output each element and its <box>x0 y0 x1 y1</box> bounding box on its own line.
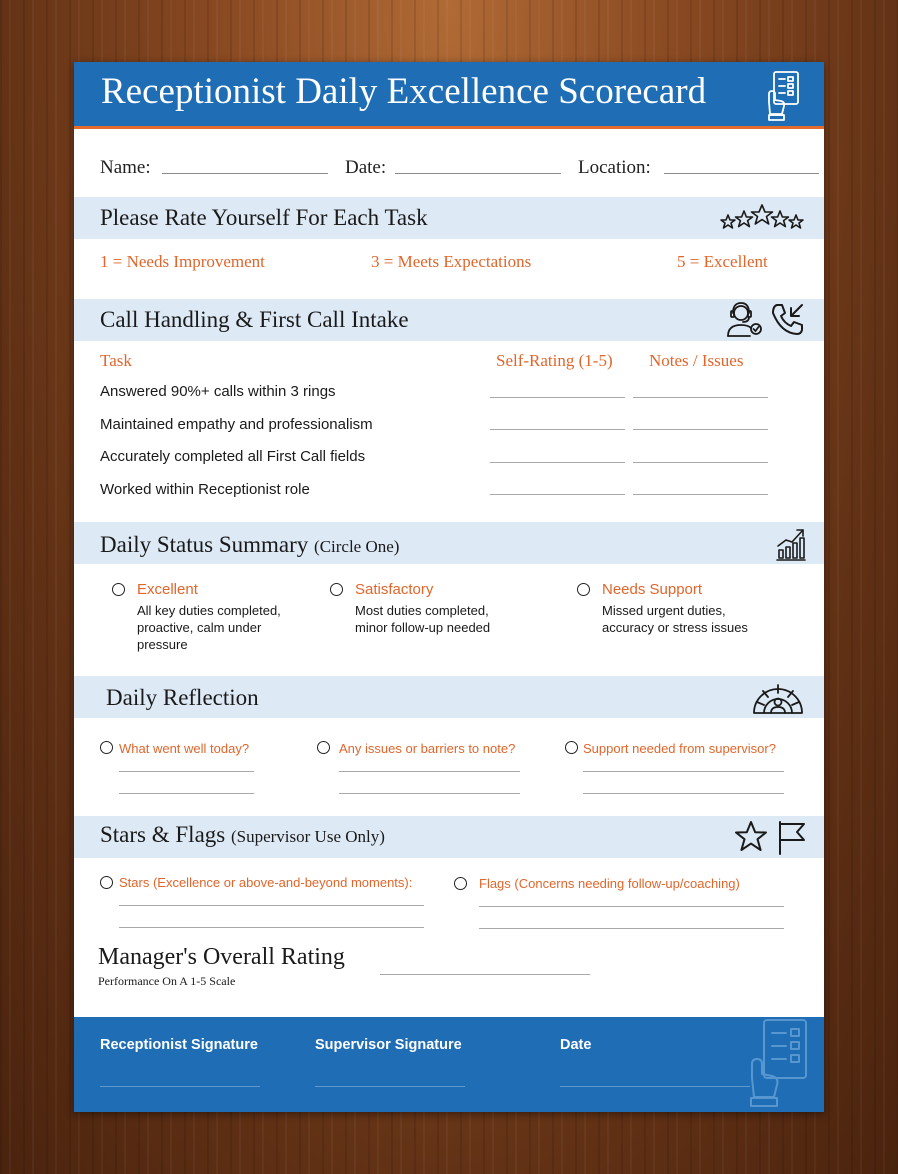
reflection-issues-label: Any issues or barriers to note? <box>339 741 516 756</box>
signature-footer <box>74 1017 824 1112</box>
manager-rating-title: Manager's Overall Rating <box>98 944 345 970</box>
reflection-issues-line-2[interactable] <box>339 793 520 794</box>
scorecard-clipboard-icon <box>764 68 804 127</box>
status-option-satisfactory-title: Satisfactory <box>355 581 434 598</box>
reflection-support-line-2[interactable] <box>583 793 784 794</box>
scorecard-watermark-icon <box>744 1018 814 1112</box>
flag-icon <box>777 820 807 861</box>
location-label: Location: <box>578 157 651 178</box>
reflection-issues-line-1[interactable] <box>339 771 520 772</box>
task-row-1: Answered 90%+ calls within 3 rings <box>100 383 336 400</box>
status-option-satisfactory-radio[interactable] <box>330 583 343 596</box>
status-option-excellent-title: Excellent <box>137 581 198 598</box>
self-rating-field-3[interactable] <box>490 462 625 463</box>
receptionist-signature-field[interactable] <box>100 1086 260 1087</box>
stars-icon <box>720 203 804 238</box>
manager-rating-field[interactable] <box>380 974 590 975</box>
call-section-title: Call Handling & First Call Intake <box>100 307 409 332</box>
date-field[interactable] <box>395 173 561 174</box>
signature-date-field[interactable] <box>560 1086 750 1087</box>
supervisor-signature-field[interactable] <box>315 1086 465 1087</box>
status-option-needs-support-radio[interactable] <box>577 583 590 596</box>
name-label: Name: <box>100 157 151 178</box>
self-rating-field-1[interactable] <box>490 397 625 398</box>
status-section-title: Daily Status Summary <box>100 532 309 557</box>
name-field[interactable] <box>162 173 328 174</box>
rate-section-title: Please Rate Yourself For Each Task <box>100 205 428 230</box>
star-outline-icon <box>734 820 768 859</box>
flags-line-2[interactable] <box>479 928 784 929</box>
status-section-heading <box>100 532 399 558</box>
reflection-support-radio[interactable] <box>565 741 578 754</box>
task-row-4: Worked within Receptionist role <box>100 481 310 498</box>
page-title: Receptionist Daily Excellence Scorecard <box>101 71 707 112</box>
status-option-needs-support-title: Needs Support <box>602 581 703 598</box>
reflection-went-well-label: What went well today? <box>119 741 250 756</box>
manager-rating-subtitle: Performance On A 1-5 Scale <box>98 974 236 988</box>
stars-radio[interactable] <box>100 876 113 889</box>
notes-field-4[interactable] <box>633 494 768 495</box>
gauge-person-icon <box>752 680 804 721</box>
reflection-support-label: Support needed from supervisor? <box>583 741 776 756</box>
self-rating-column-header: Self-Rating (1-5) <box>496 351 613 370</box>
reflection-issues-radio[interactable] <box>317 741 330 754</box>
supervisor-signature-label: Supervisor Signature <box>315 1037 462 1053</box>
location-field[interactable] <box>664 173 819 174</box>
notes-field-3[interactable] <box>633 462 768 463</box>
stars-line-1[interactable] <box>119 905 424 906</box>
reflection-section-title: Daily Reflection <box>106 685 259 710</box>
flags-radio[interactable] <box>454 877 467 890</box>
flags-label: Flags (Concerns needing follow-up/coaching) <box>479 876 740 891</box>
notes-field-1[interactable] <box>633 397 768 398</box>
receptionist-signature-label: Receptionist Signature <box>100 1037 258 1053</box>
signature-date-label: Date <box>560 1037 592 1053</box>
self-rating-field-2[interactable] <box>490 429 625 430</box>
flags-line-1[interactable] <box>479 906 784 907</box>
flags-section-title: Stars & Flags <box>100 822 226 847</box>
header-accent-rule <box>74 126 824 129</box>
stars-label: Stars (Excellence or above-and-beyond moments): <box>119 875 413 890</box>
self-rating-field-4[interactable] <box>490 494 625 495</box>
date-label: Date: <box>345 157 387 178</box>
scorecard-page <box>74 62 824 1112</box>
stars-line-2[interactable] <box>119 927 424 928</box>
incoming-call-icon <box>771 302 805 341</box>
status-option-satisfactory-desc: Most duties completed, minor follow-up needed <box>355 603 491 635</box>
task-column-header: Task <box>100 351 132 370</box>
growth-chart-icon <box>776 524 806 567</box>
status-option-excellent-desc: All key duties completed, proactive, calm under pressure <box>137 603 281 652</box>
reflection-went-well-line-2[interactable] <box>119 793 254 794</box>
task-row-3: Accurately completed all First Call fields <box>100 448 366 465</box>
headset-agent-icon <box>726 302 764 343</box>
status-option-needs-support-desc: Missed urgent duties, accuracy or stress issues <box>602 603 748 635</box>
reflection-went-well-radio[interactable] <box>100 741 113 754</box>
scale-label-3: 3 = Meets Expectations <box>371 252 532 271</box>
status-option-excellent-radio[interactable] <box>112 583 125 596</box>
reflection-support-line-1[interactable] <box>583 771 784 772</box>
status-section-subtitle: (Circle One) <box>314 537 400 556</box>
notes-column-header: Notes / Issues <box>649 351 744 370</box>
reflection-went-well-line-1[interactable] <box>119 771 254 772</box>
scale-label-1: 1 = Needs Improvement <box>100 252 265 271</box>
flags-section-subtitle: (Supervisor Use Only) <box>230 827 385 846</box>
scale-label-5: 5 = Excellent <box>677 252 768 271</box>
notes-field-2[interactable] <box>633 429 768 430</box>
task-row-2: Maintained empathy and professionalism <box>100 416 373 433</box>
flags-section-heading <box>100 822 385 848</box>
